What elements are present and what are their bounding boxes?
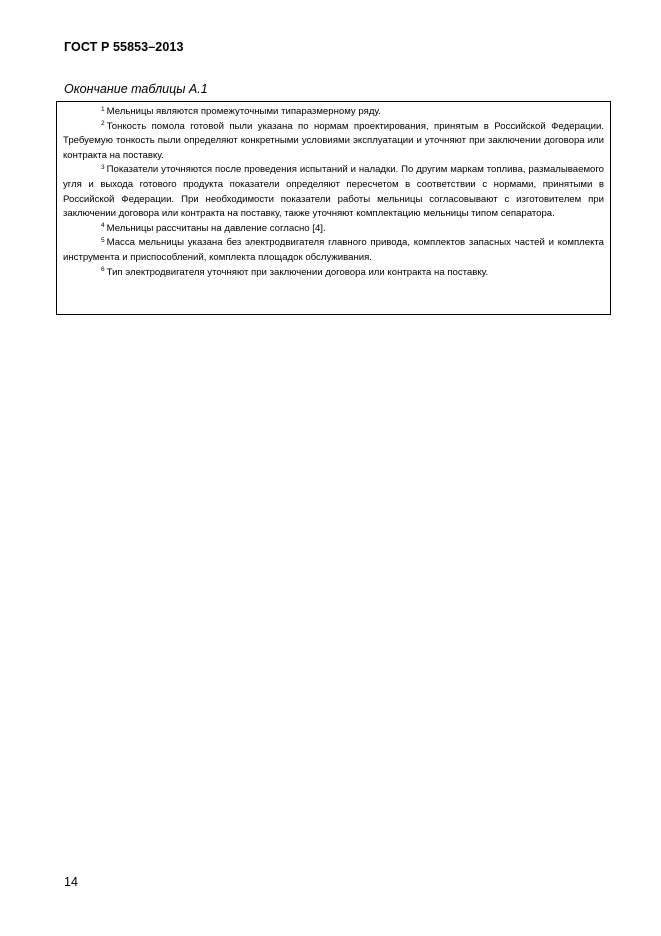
table-caption: Окончание таблицы А.1 [64, 82, 208, 96]
note-marker: 4 [101, 222, 105, 230]
note-text: Показатели уточняются после проведения испытаний и наладки. По другим маркам топлива, размалываемого угля и выхода готового продукта показатели определяют пересчетом в соответствии с нормами, принятыми в Российской Федерации. При необходимости показатели работы мельницы согласовывают с изготовителем при заключении договора или контракта на поставку, также уточняют комплектацию мельницы типом сепаратора. [63, 164, 604, 220]
note-text: Мельницы являются промежуточными типаразмерному ряду. [106, 106, 381, 117]
note-text: Масса мельницы указана без электродвигателя главного привода, комплектов запасных частей и комплекта инструмента и приспособлений, комплекта площадок обслуживания. [63, 237, 604, 263]
note-6 [63, 266, 604, 281]
note-marker: 2 [101, 120, 105, 128]
note-1 [63, 105, 604, 120]
note-marker: 1 [101, 105, 105, 113]
note-text: Тонкость помола готовой пыли указана по нормам проектирования, принятым в Российской Федерации. Требуемую тонкость пыли определяют конкретными условиями эксплуатации и уточняют при заключении договора или контракта на поставку. [63, 120, 604, 161]
note-text: Мельницы рассчитаны на давление согласно [4]. [106, 222, 326, 234]
note-3 [63, 163, 604, 221]
note-text: Тип электродвигателя уточняют при заключении договора или контракта на поставку. [106, 266, 489, 278]
table-notes [56, 101, 611, 315]
note-5 [63, 236, 604, 265]
note-marker: 3 [101, 163, 105, 171]
document-header: ГОСТ Р 55853–2013 [64, 40, 184, 54]
note-2 [63, 120, 604, 164]
note-marker: 6 [101, 266, 105, 274]
note-marker: 5 [101, 236, 105, 244]
page-number: 14 [64, 875, 78, 889]
note-4 [63, 222, 604, 237]
